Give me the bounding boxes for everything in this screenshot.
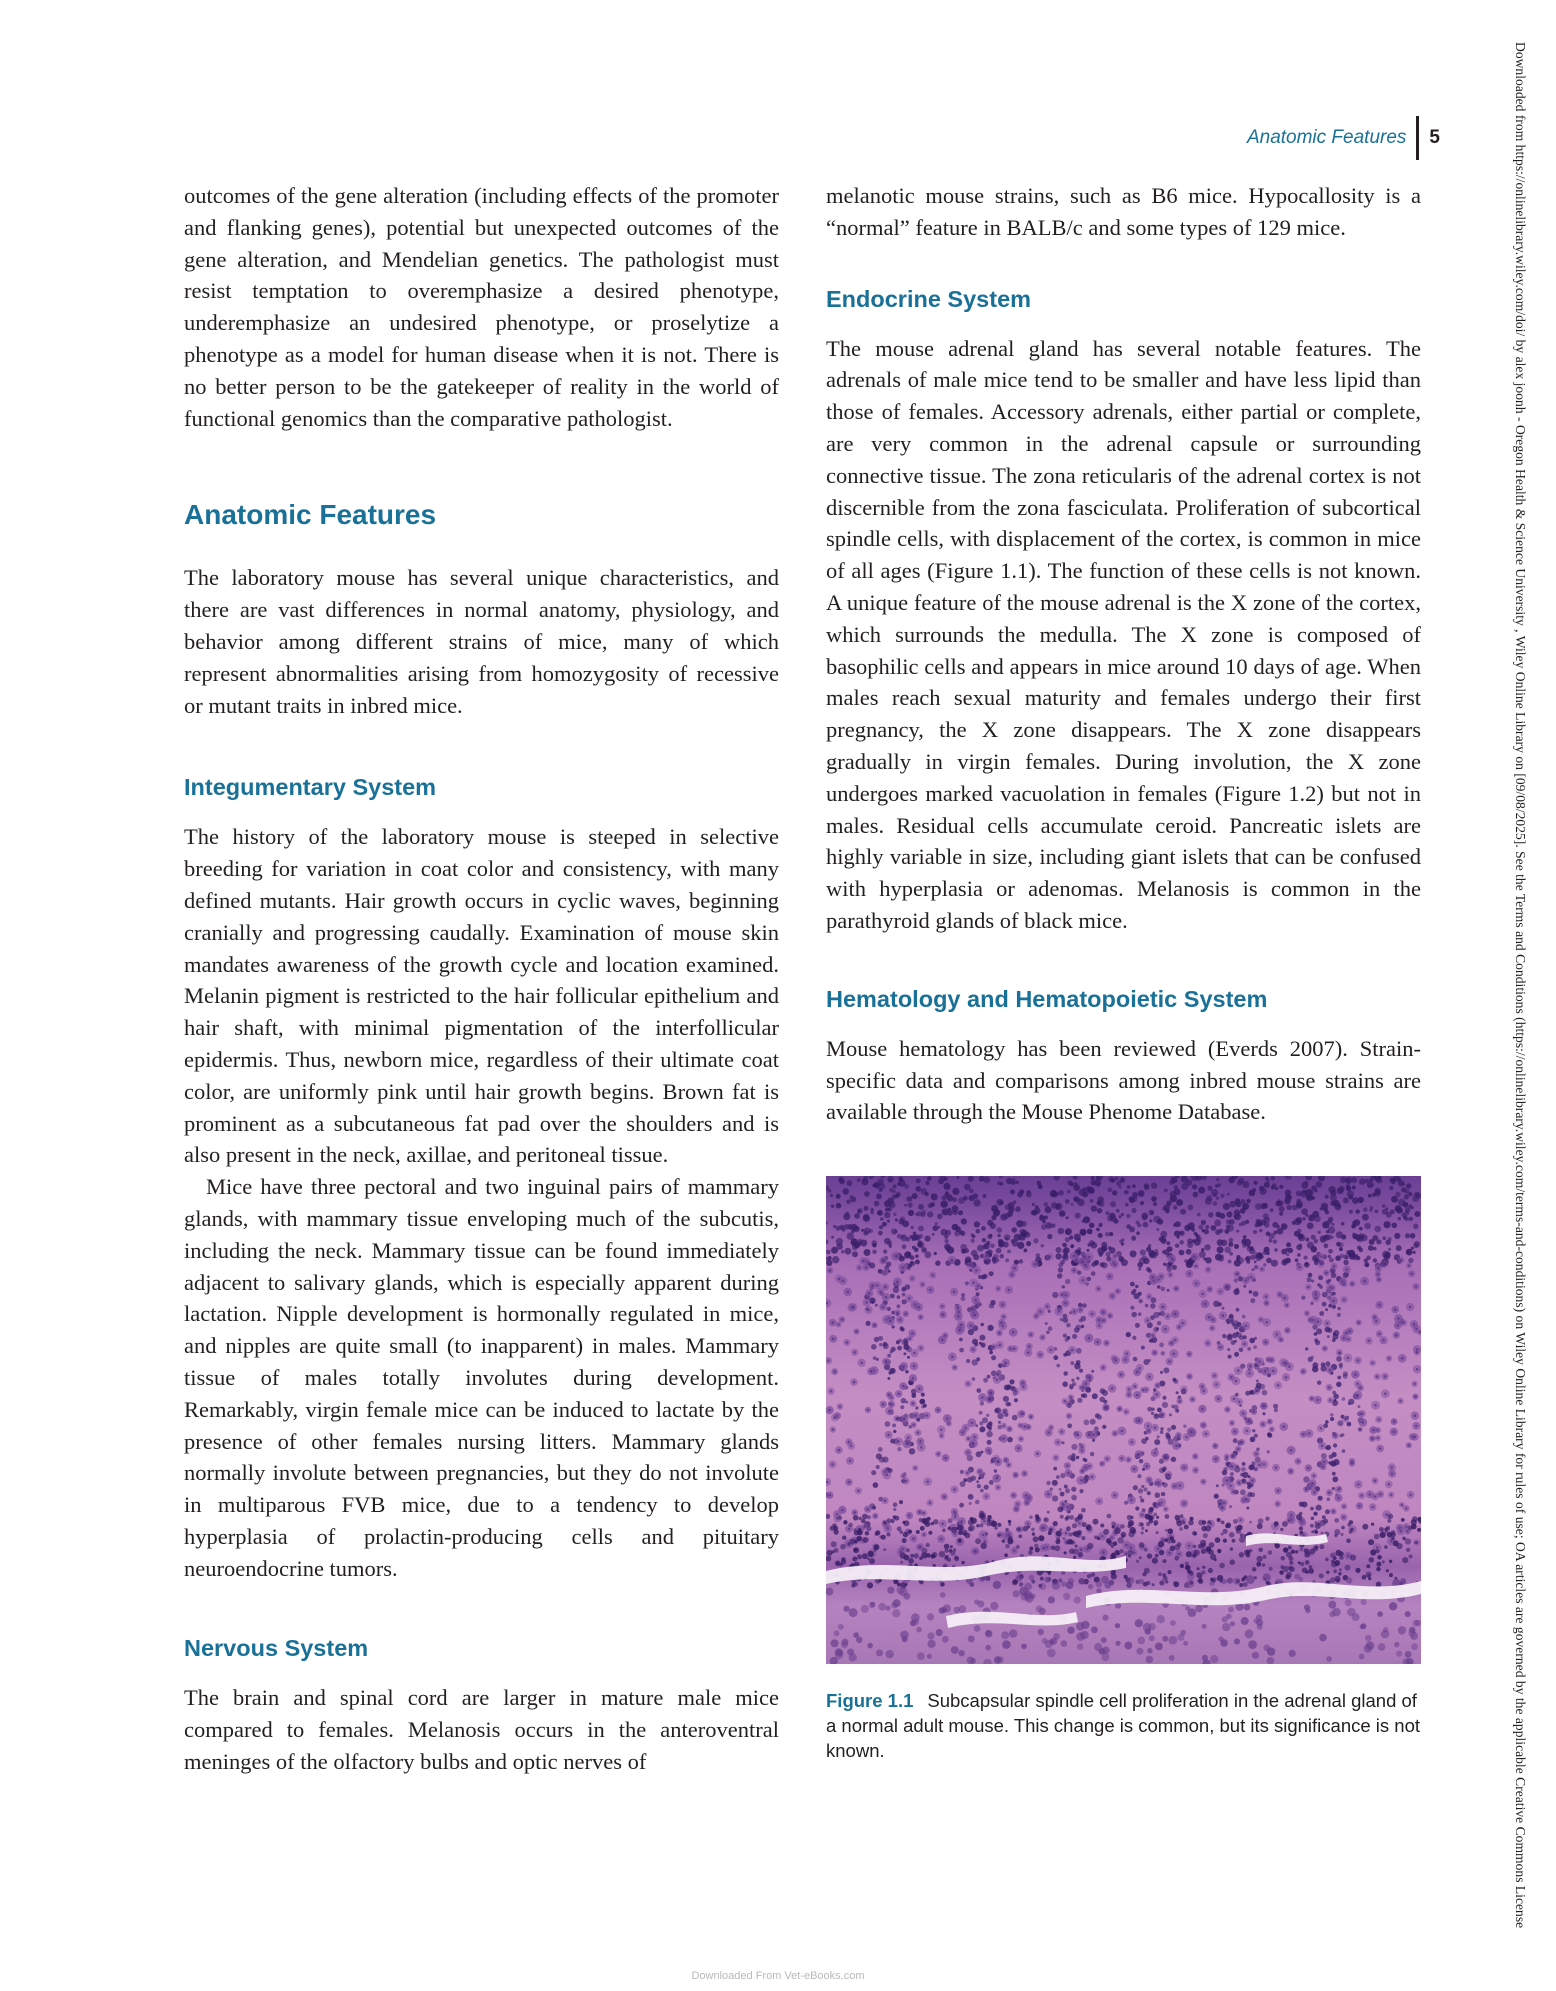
subheading-integumentary-system: Integumentary System [184, 774, 437, 801]
left-column [184, 180, 779, 1778]
figure-caption [826, 1688, 1421, 1763]
download-notice-text: Downloaded from https://onlinelibrary.wiley.com/doi/ by alex joonh - Oregon Health & Science University , Wiley Online Library on [09/08/2025]. See the Terms and Conditions (https://onlinelibrary.wiley.com/terms-and-conditions) on Wiley Online Library for rules of use; OA articles are governed by the applicable Creative Commons License [1513, 42, 1528, 1929]
page-footer: Downloaded From Vet-eBooks.com [691, 1970, 865, 1982]
integumentary-paragraph-1: The history of the laboratory mouse is steeped in selective breeding for variation in coat color and consistency, with many defined mutants. Hair growth occurs in cyclic waves, beginning cranially and progressing caudally. Examination of mouse skin mandates awareness of the growth cycle and location examined. Melanin pigment is restricted to the hair follicular epithelium and hair shaft, with minimal pigmentation of the interfollicular epidermis. Thus, newborn mice, regardless of their ultimate coat color, are uniformly pink until hair growth begins. Brown fat is prominent as a subcutaneous fat pad over the shoulders and is also present in the neck, axillae, and peritoneal tissue. [184, 824, 779, 1168]
section-heading-anatomic-features: Anatomic Features [184, 499, 437, 531]
nervous-paragraph-1: The brain and spinal cord are larger in mature male mice compared to females. Melanosis occurs in the anteroventral meninges of the olfactory bulbs and optic nerves of [184, 1685, 779, 1775]
download-notice-vertical [1512, 42, 1528, 1962]
running-title: Anatomic Features [1246, 127, 1407, 148]
figure-label: Figure 1.1 [826, 1690, 914, 1712]
page-number: 5 [1429, 127, 1440, 148]
integumentary-paragraph-2: Mice have three pectoral and two inguinal pairs of mammary glands, with mammary tissue enveloping much of the subcutis, including the neck. Mammary tissue can be found immediately adjacent to salivary glands, which is especially apparent during lactation. Nipple development is hormonally regulated in mice, and nipples are quite small (to inapparent) in males. Mammary tissue of males totally involutes during development. Remarkably, virgin female mice can be induced to lactate by the presence of other females nursing litters. Mammary glands normally involute between pregnancies, but they do not involute in multiparous FVB mice, due to a tendency to develop hyperplasia of prolactin-producing cells and pituitary neuroendocrine tumors. [184, 1174, 779, 1581]
hematology-paragraph-1: Mouse hematology has been reviewed (Everds 2007). Strain-specific data and comparisons among inbred mouse strains are available through the Mouse Phenome Database. [826, 1035, 1421, 1125]
right-column [826, 180, 1421, 1763]
section-intro-paragraph: The laboratory mouse has several unique characteristics, and there are vast differences in normal anatomy, physiology, and behavior among different strains of mice, many of which represent abnormalities arising from homozygosity of recessive or mutant traits in inbred mice. [184, 565, 779, 718]
continued-paragraph: outcomes of the gene alteration (including effects of the promoter and flanking genes), potential but unexpected outcomes of the gene alteration, and Mendelian genetics. The pathologist must resist temptation to overemphasize a desired phenotype, underemphasize an undesired phenotype, or proselytize a phenotype as a model for human disease when it is not. There is no better person to be the gatekeeper of reality in the world of functional genomics than the comparative pathologist. [184, 183, 779, 431]
continued-paragraph-right: melanotic mouse strains, such as B6 mice. Hypocallosity is a “normal” feature in BALB/c and some types of 129 mice. [826, 183, 1421, 240]
figure-caption-text: Subcapsular spindle cell proliferation in the adrenal gland of a normal adult mouse. This change is common, but its significance is not known. [826, 1690, 1421, 1762]
subheading-nervous-system: Nervous System [184, 1635, 369, 1662]
subheading-endocrine-system: Endocrine System [826, 285, 1032, 312]
adrenal-micrograph-image [826, 1176, 1421, 1664]
figure-1-1 [826, 1176, 1421, 1763]
running-header [1247, 116, 1440, 160]
endocrine-paragraph-1: The mouse adrenal gland has several notable features. The adrenals of male mice tend to be smaller and have less lipid than those of females. Accessory adrenals, either partial or complete, are very common in the adrenal capsule or surrounding connective tissue. The zona reticularis of the adrenal cortex is not discernible from the zona fasciculata. Proliferation of subcortical spindle cells, with displacement of the cortex, is common in mice of all ages (Figure 1.1). The function of these cells is not known. A unique feature of the mouse adrenal is the X zone of the cortex, which surrounds the medulla. The X zone is composed of basophilic cells and appears in mice around 10 days of age. When males reach sexual maturity and females undergo their first pregnancy, the X zone disappears. The X zone disappears gradually in virgin females. During involution, the X zone undergoes marked vacuolation in females (Figure 1.2) but not in males. Residual cells accumulate ceroid. Pancreatic islets are highly variable in size, including giant islets that can be confused with hyperplasia or adenomas. Melanosis is common in the parathyroid glands of black mice. [826, 335, 1421, 933]
subheading-hematology-system: Hematology and Hematopoietic System [826, 985, 1268, 1012]
